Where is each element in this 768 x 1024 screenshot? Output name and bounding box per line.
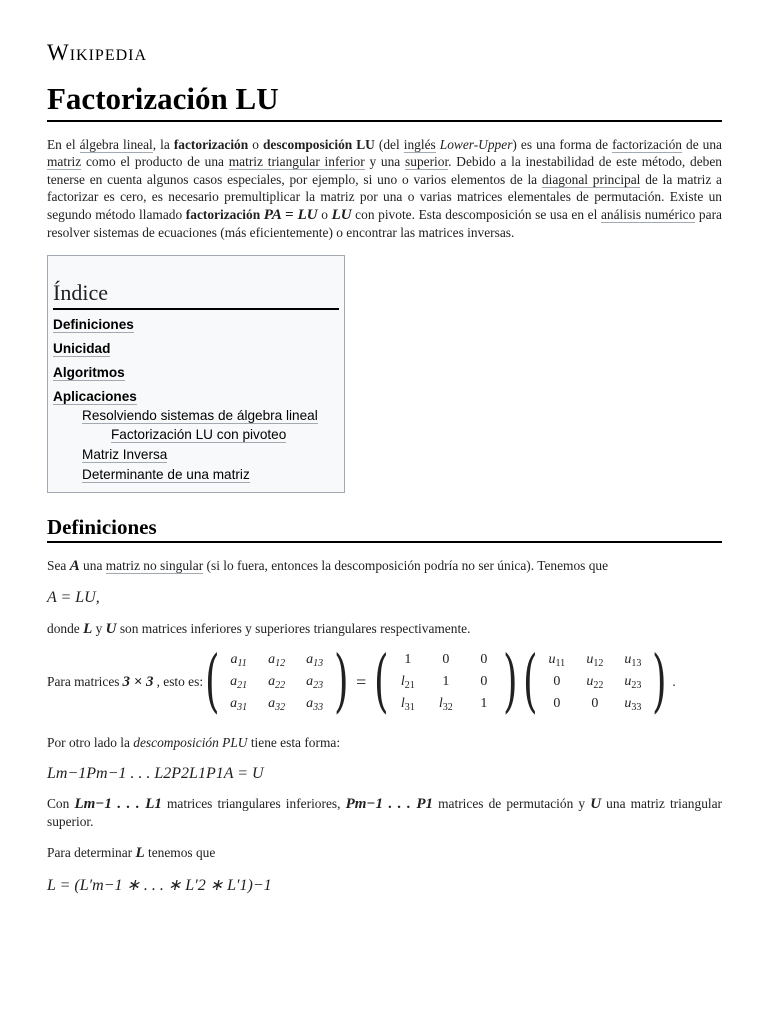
toc-link[interactable]: Algoritmos (53, 365, 125, 381)
toc-item (53, 340, 339, 358)
intro-paragraph: En el álgebra lineal, la factorización o descomposición LU (del inglés Lower-Upper) es una forma de factorización de una matriz como el producto de una matriz triangular inferior y una superior. Debido a la inestabilidad de este método, deben tenerse en cuenta algunos casos especiales, por ejemplo, si uno o varios elementos de la diagonal principal de la matriz a factorizar es cero, es necesario premultiplicar la matriz por una o varias matrices elementales de permutación. Existe un segundo método llamado factorización PA = LU o LU con pivote. Esta descomposición se usa en el análisis numérico para resolver sistemas de ecuaciones (más eficientemente) o encontrar las matrices inversas. (47, 137, 723, 241)
toc-title: Índice (53, 256, 339, 310)
equation-l-inverse: L = (L′m−1 ∗ . . . ∗ L′2 ∗ L′1)−1 (47, 876, 272, 894)
toc-link[interactable]: Factorización LU con pivoteo (111, 427, 287, 443)
toc-item (53, 364, 339, 382)
link-matriz-no-singular[interactable]: matriz no singular (105, 558, 204, 574)
def-paragraph-5: Con Lm−1 . . . L1 matrices triangulares inferiores, Pm−1 . . . P1 matrices de permutación y U una matriz triangular superior. (47, 795, 723, 830)
toc-item (82, 465, 339, 485)
table-of-contents (47, 255, 345, 493)
def-paragraph-6: Para determinar L tenemos que (47, 845, 216, 862)
section-heading-definiciones: Definiciones (47, 513, 722, 543)
math-lu: LU (331, 206, 352, 223)
matrix-u: ( $u_{11}$ $u_{12}$ $u_{13}$ 0 $u_{22}$ $u_{23}$ 0 0 $u_{33}$ ) (523, 642, 667, 722)
page-title: Factorización LU (47, 80, 722, 122)
toc-item (82, 445, 339, 465)
toc-link[interactable]: Resolviendo sistemas de álgebra lineal (82, 408, 318, 424)
toc-item (53, 316, 339, 334)
link-factorizacion[interactable]: factorización (612, 137, 682, 152)
toc-link[interactable]: Unicidad (53, 341, 111, 357)
equation-plu: Lm−1Pm−1 . . . L2P2L1P1A = U (47, 764, 264, 782)
math-pa-lu: PA = LU (263, 206, 318, 223)
link-matriz-triangular-inferior[interactable]: matriz triangular inferior (228, 154, 365, 170)
toc-item (111, 426, 339, 445)
link-superior[interactable]: superior (405, 154, 449, 170)
link-analisis-numerico[interactable]: análisis numérico (600, 206, 696, 222)
matrix-l: ( 1 0 0 $l_{21}$ 1 0 $l_{31}$ $l_{32}$ 1 ) (374, 642, 518, 722)
toc-item (82, 406, 339, 426)
toc-link[interactable]: Determinante de una matriz (82, 467, 250, 483)
link-algebra-lineal[interactable]: álgebra lineal (79, 137, 153, 152)
matrix-equation: Para matrices 3 × 3 , esto es: ( $a_{11}$ $a_{12}$ $a_{13}$ $a_{21}$ $a_{22}$ $a_{23}$ $a_{31}$ $a_{32}$ $a_{33}$ ) = ( 1 0 0 $l_{21}$ 1 0 $l_{31}$ $l_{32}$ 1 ) ( $u_{11}$ $u_{12}$ $u_{13}$ 0 $u_{22}$ $u_{23}$ 0 0 $u_{33}$ ) . (47, 642, 676, 722)
toc-list (53, 316, 339, 485)
matrix-a: ( $a_{11}$ $a_{12}$ $a_{13}$ $a_{21}$ $a_{22}$ $a_{23}$ $a_{31}$ $a_{32}$ $a_{33}$ ) (205, 642, 349, 722)
def-paragraph-1: Sea A una matriz no singular (si lo fuera, entonces la descomposición podría no ser única). Tenemos que (47, 558, 609, 575)
article (47, 40, 722, 895)
link-matriz[interactable]: matriz (47, 154, 82, 170)
def-paragraph-4: Por otro lado la descomposición PLU tiene esta forma: (47, 735, 341, 751)
link-diagonal-principal[interactable]: diagonal principal (541, 171, 641, 187)
toc-link[interactable]: Matriz Inversa (82, 447, 168, 463)
toc-link[interactable]: Definiciones (53, 317, 134, 333)
wikipedia-logo[interactable]: Wikipedia (47, 40, 148, 65)
def-paragraph-2: donde L y U son matrices inferiores y superiores triangulares respectivamente. (47, 620, 471, 637)
toc-link[interactable]: Aplicaciones (53, 389, 137, 405)
link-ingles[interactable]: inglés (403, 137, 436, 152)
equation-a-lu: A = LU, (47, 588, 100, 606)
toc-item (53, 388, 339, 406)
